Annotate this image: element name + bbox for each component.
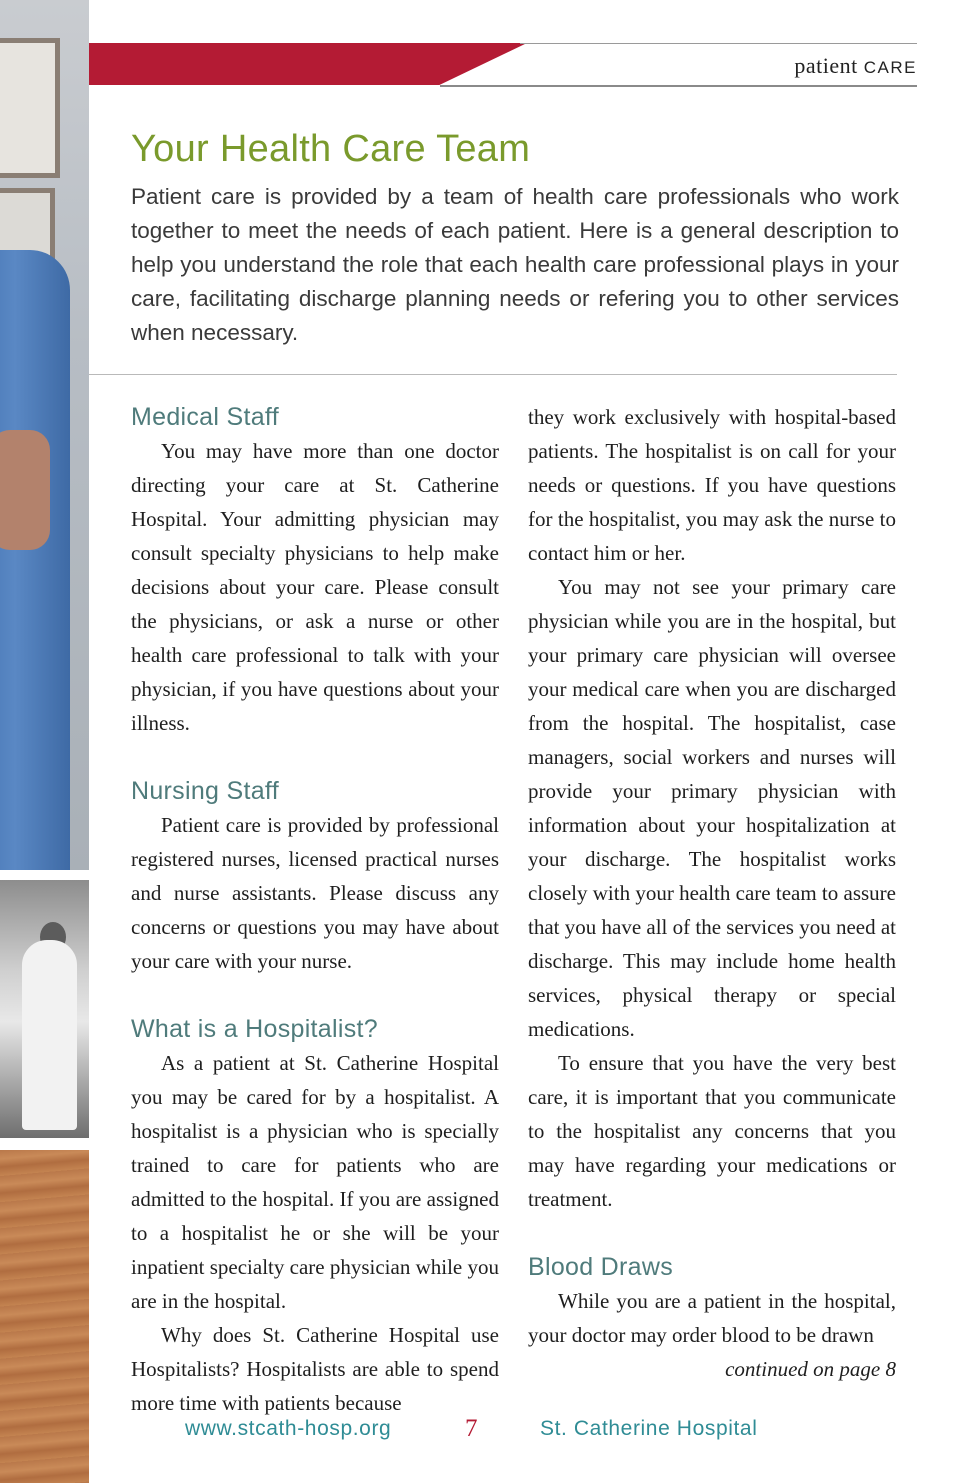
intro-paragraph: Patient care is provided by a team of health care professionals who work together to meet the needs of each patient. Here is a general description to help you understand the role that each health care professional plays in your care, facilitating discharge planning needs or refering you to other services when necessary.	[131, 184, 899, 345]
blood-draws-heading: Blood Draws	[528, 1253, 674, 1281]
continued-note: continued on page 8	[725, 1357, 896, 1381]
right-column	[528, 400, 896, 1386]
footer-website-link[interactable]: www.stcath-hosp.org	[185, 1417, 392, 1440]
blood-draws-text: While you are a patient in the hospital, your doctor may order blood to be drawn	[528, 1289, 896, 1347]
hospitalist-heading: What is a Hospitalist?	[131, 1015, 378, 1043]
side-photo-collage	[0, 0, 89, 1483]
hospitalist-text-4: To ensure that you have the very best care, it is important that you communicate to the hospitalist any concerns that you may have regarding your medications or treatment.	[528, 1051, 896, 1211]
historic-nurse-photo	[0, 880, 89, 1138]
footer-hospital-name: St. Catherine Hospital	[540, 1417, 758, 1440]
wood-texture	[0, 1150, 89, 1483]
nursing-staff-text: Patient care is provided by professional registered nurses, licensed practical nurses and nurse assistants. Please discuss any concerns or questions you may have about your care with your nurse.	[131, 813, 499, 973]
hospitalist-text-1: As a patient at St. Catherine Hospital you may be cared for by a hospitalist. A hospitalist is a physician who is specially trained to care for patients who are admitted to the hospital. If you are assigned to a hospitalist he or she will be your inpatient specialty care physician while you are in the hospital.	[131, 1051, 499, 1313]
hospitalist-text-2: Why does St. Catherine Hospital use Hospitalists? Hospitalists are able to spend more time with patients because	[131, 1323, 499, 1415]
left-column	[131, 400, 499, 1420]
medical-staff-heading: Medical Staff	[131, 403, 279, 431]
section-label	[794, 53, 917, 79]
header-rule-bottom	[440, 85, 917, 87]
header-accent-bar	[89, 43, 527, 85]
doctor-photo	[0, 0, 89, 870]
hospitalist-text-2-continued: they work exclusively with hospital-based patients. The hospitalist is on call for your needs or questions. If you have questions for the hospitalist, you may ask the nurse to contact him or her.	[528, 405, 896, 565]
nursing-staff-heading: Nursing Staff	[131, 777, 279, 805]
doctor-arm	[0, 430, 50, 550]
section-caps: CARE	[863, 58, 917, 77]
page-number: 7	[465, 1415, 478, 1442]
wall-frame	[0, 38, 60, 178]
nurse-figure	[22, 940, 77, 1130]
doctor-scrubs	[0, 250, 70, 870]
medical-staff-text: You may have more than one doctor directing your care at St. Catherine Hospital. Your admitting physician may consult specialty physicians to help make decisions about your care. Please consult the physicians, or ask a nurse or other health care professional to talk with your physician, if you have questions about your illness.	[131, 439, 499, 735]
header-rule-top	[520, 43, 917, 44]
page-title: Your Health Care Team	[131, 128, 531, 170]
hospitalist-text-3: You may not see your primary care physician while you are in the hospital, but your primary care physician will oversee your medical care when you are discharged from the hospital. The hospitalist, case managers, social workers and nurses will provide your primary physician with information about your hospitalization at your discharge. The hospitalist works closely with your health care team to assure that you have all of the services you need at discharge. This may include home health services, physical therapy or special medications.	[528, 575, 896, 1041]
section-word: patient	[794, 53, 858, 78]
section-divider	[89, 374, 897, 375]
